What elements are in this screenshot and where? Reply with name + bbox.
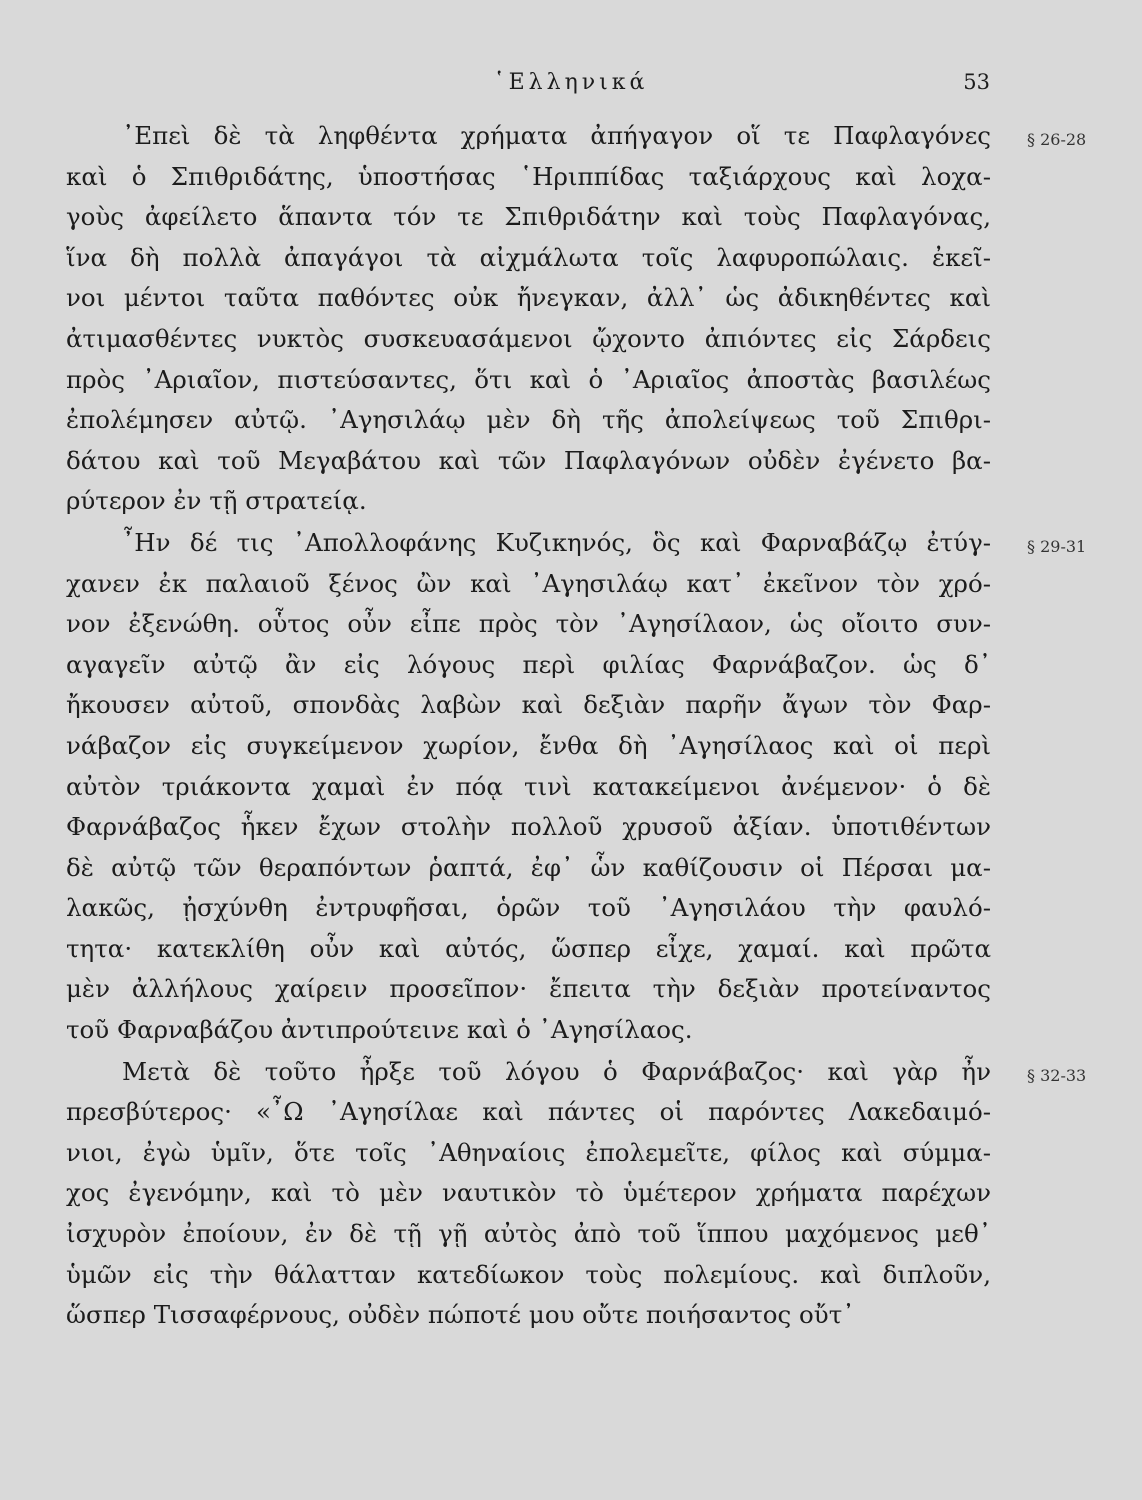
text-line: δάτου καὶ τοῦ Μεγαβάτου καὶ τῶν Παφλαγόνων οὐδὲν ἐγένετο βα- <box>66 445 991 475</box>
text-line: Φαρνάβαζος ἧκεν ἔχων στολὴν πολλοῦ χρυσοῦ ἀξίαν. ὑποτιθέντων <box>66 812 991 842</box>
text-line: ὥσπερ Τισσαφέρνους, οὐδὲν πώποτέ μου οὔτε ποιήσαντος οὔτ᾿ <box>66 1300 855 1330</box>
text-line: μὲν ἀλλήλους χαίρειν προσεῖπον· ἔπειτα τὴν δεξιὰν προτείναντος <box>66 974 991 1004</box>
text-line: ρύτερον ἐν τῇ στρατείᾳ. <box>66 486 367 516</box>
text-line: ἐπολέμησεν αὐτῷ. ᾿Αγησιλάῳ μὲν δὴ τῆς ἀπολείψεως τοῦ Σπιθρι- <box>66 405 991 435</box>
text-line: ᾿Επεὶ δὲ τὰ ληφθέντα χρήματα ἀπήγαγον οἵ τε Παφλαγόνες <box>122 121 991 150</box>
text-line: Μετὰ δὲ τοῦτο ἦρξε τοῦ λόγου ὁ Φαρνάβαζος· καὶ γὰρ ἦν <box>122 1056 991 1086</box>
page-number: 53 <box>963 70 990 94</box>
text-line: ῏Ην δέ τις ᾿Απολλοφάνης Κυζικηνός, ὃς καὶ Φαρναβάζῳ ἐτύγ- <box>122 527 991 557</box>
section-reference: § 29-31 <box>1027 537 1087 556</box>
text-line: ἰσχυρὸν ἐποίουν, ἐν δὲ τῇ γῇ αὐτὸς ἀπὸ τοῦ ἵππου μαχόμενος μεθ᾿ <box>66 1219 991 1249</box>
text-line: καὶ ὁ Σπιθριδάτης, ὑποστήσας ῾Ηριππίδας ταξιάρχους καὶ λοχα- <box>66 161 991 191</box>
text-line: ἵνα δὴ πολλὰ ἀπαγάγοι τὰ αἰχμάλωτα τοῖς λαφυροπώλαις. ἐκεῖ- <box>66 242 991 272</box>
text-line: νον ἐξενώθη. οὗτος οὖν εἶπε πρὸς τὸν ᾿Αγησίλαον, ὡς οἴοιτο συν- <box>66 609 991 639</box>
section-reference: § 32-33 <box>1027 1065 1087 1085</box>
text-line: γοὺς ἀφείλετο ἅπαντα τόν τε Σπιθριδάτην καὶ τοὺς Παφλαγόνας, <box>66 202 991 232</box>
text-line: χος ἐγενόμην, καὶ τὸ μὲν ναυτικὸν τὸ ὑμέτερον χρήματα παρέχων <box>66 1178 991 1208</box>
section-reference: § 26-28 <box>1027 130 1087 149</box>
text-line: χανεν ἐκ παλαιοῦ ξένος ὢν καὶ ᾿Αγησιλάῳ κατ᾿ ἐκεῖνον τὸν χρό- <box>66 568 991 598</box>
body-text <box>66 116 991 1336</box>
text-line: δὲ αὐτῷ τῶν θεραπόντων ῥαπτά, ἐφ᾿ ὧν καθίζουσιν οἱ Πέρσαι μα- <box>66 852 991 882</box>
running-title: ῾Ελληνικά <box>493 70 649 95</box>
text-line: τοῦ Φαρναβάζου ἀντιπρούτεινε καὶ ὁ ᾿Αγησίλαος. <box>66 1015 693 1045</box>
paragraph <box>66 116 991 522</box>
paragraph <box>66 1052 991 1336</box>
text-line: λακῶς, ᾐσχύνθη ἐντρυφῆσαι, ὁρῶν τοῦ ᾿Αγησιλάου τὴν φαυλό- <box>66 893 991 923</box>
text-line: νιοι, ἐγὼ ὑμῖν, ὅτε τοῖς ᾿Αθηναίοις ἐπολεμεῖτε, φίλος καὶ σύμμα- <box>66 1137 991 1167</box>
text-line: ἤκουσεν αὐτοῦ, σπονδὰς λαβὼν καὶ δεξιὰν παρῆν ἄγων τὸν Φαρ- <box>66 690 991 720</box>
text-line: αὐτὸν τριάκοντα χαμαὶ ἐν πόᾳ τινὶ κατακείμενοι ἀνέμενον· ὁ δὲ <box>66 771 991 801</box>
text-line: αγαγεῖν αὐτῷ ἂν εἰς λόγους περὶ φιλίας Φαρνάβαζον. ὡς δ᾿ <box>66 649 991 679</box>
text-line: πρὸς ᾿Αριαῖον, πιστεύσαντες, ὅτι καὶ ὁ ᾿Αριαῖος ἀποστὰς βασιλέως <box>66 364 991 394</box>
text-line: νάβαζον εἰς συγκείμενον χωρίον, ἔνθα δὴ ᾿Αγησίλαος καὶ οἱ περὶ <box>66 730 991 760</box>
text-line: ἀτιμασθέντες νυκτὸς συσκευασάμενοι ᾤχοντο ἀπιόντες εἰς Σάρδεις <box>66 323 991 353</box>
text-line: τητα· κατεκλίθη οὖν καὶ αὐτός, ὥσπερ εἶχε, χαμαί. καὶ πρῶτα <box>66 933 991 963</box>
text-line: πρεσβύτερος· «῏Ω ᾿Αγησίλαε καὶ πάντες οἱ παρόντες Λακεδαιμό- <box>66 1097 991 1127</box>
text-line: νοι μέντοι ταῦτα παθόντες οὐκ ἤνεγκαν, ἀλλ᾿ ὡς ἀδικηθέντες καὶ <box>66 283 991 313</box>
text-line: ὑμῶν εἰς τὴν θάλατταν κατεδίωκον τοὺς πολεμίους. καὶ διπλοῦν, <box>66 1259 991 1289</box>
paragraph <box>66 523 991 1051</box>
